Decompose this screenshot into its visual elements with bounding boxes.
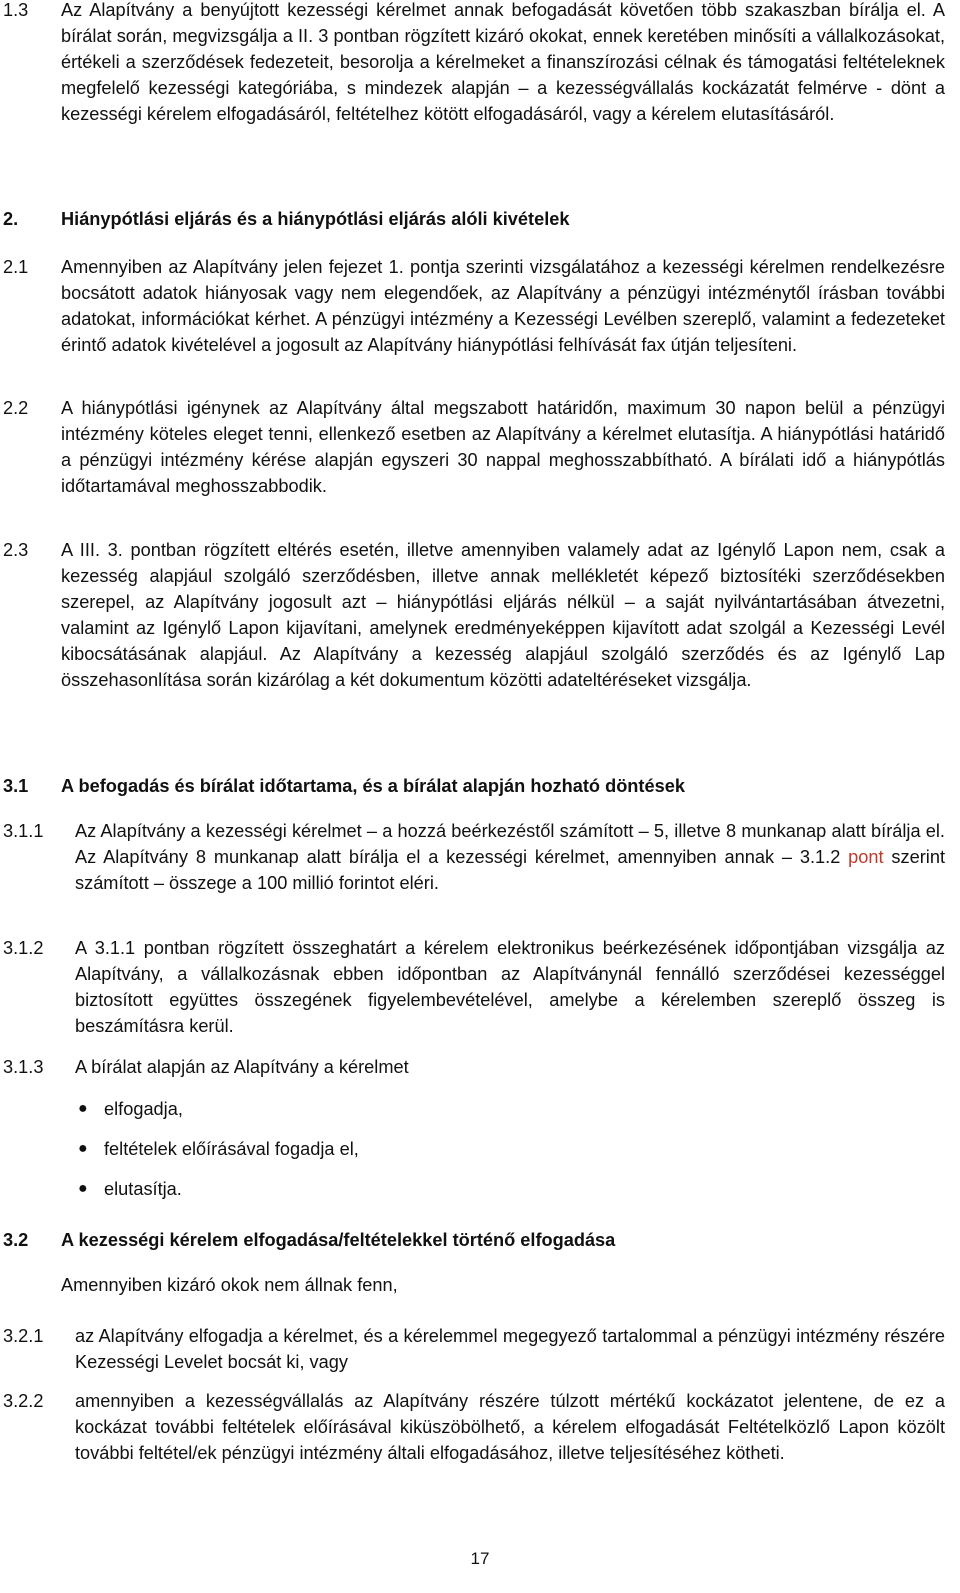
section-number: 2.2 [3, 398, 29, 418]
section-text: Amennyiben az Alapítvány jelen fejezet 1. pontja szerinti vizsgálatához a kezességi kérelmen rendelkezésre bocsátott adatok hiányosak vagy nem elegendőek, az Alapítvány a pénzügyi intézménytől írásban további adatokat, információkat kérhet. A pénzügyi intézmény a Kezességi Levélben szereplő, valamint a fedezeteket érintő adatok kivételével a jogosult az Alapítvány hiánypótlási felhívását fax útján teljesíteni. [61, 257, 945, 355]
section-number: 2.3 [3, 540, 29, 560]
section-text: A bírálat alapján az Alapítvány a kérelmet [75, 1057, 409, 1077]
heading-number: 3.1 [3, 776, 29, 796]
list-item-text: elutasítja. [104, 1179, 182, 1199]
section-text [75, 818, 945, 896]
bullet-icon: ● [78, 1180, 88, 1197]
highlighted-word: pont [848, 847, 884, 867]
section-number: 3.2.1 [3, 1326, 44, 1346]
list-item-text: elfogadja, [104, 1099, 183, 1119]
section-text: A 3.1.1 pontban rögzített összeghatárt a kérelem elektronikus beérkezésének időpontjában vizsgálja az Alapítvány, a vállalkozásnak ebben időpontban az Alapítványnál fennálló szerződései kezességgel biztosított együttes összegének figyelembevételével, amelybe a kérelemben szereplő összeg is beszámításra kerül. [75, 938, 945, 1036]
heading-text: Hiánypótlási eljárás és a hiánypótlási eljárás alóli kivételek [61, 209, 570, 229]
section-number: 3.1.2 [3, 938, 44, 958]
section-number: 3.1.1 [3, 821, 44, 841]
section-text-part: Az Alapítvány a kezességi kérelmet – a hozzá beérkezéstől számított – 5, illetve 8 munkanap alatt bírálja el. Az Alapítvány 8 munkanap alatt bírálja el a kezességi kérelmet, amennyiben annak – 3.1.2 [75, 821, 945, 867]
section-text: A III. 3. pontban rögzített eltérés esetén, illetve amennyiben valamely adat az Igénylő Lapon nem, csak a kezesség alapjául szolgáló szerződésben, illetve annak mellékletét képező biztosítéki szerződésekben szerepel, az Alapítvány jogosult azt – hiánypótlási eljárás nélkül – a saját nyilvántartásában átvezetni, valamint az Igénylő Lapon kijavítani, amelynek eredményeképpen kijavított adat szolgál a Kezességi Levél kibocsátásának alapjául. Az Alapítvány a kezesség alapjául szolgáló szerződés és az Igénylő Lap összehasonlítása során kizárólag a két dokumentum közötti adateltéréseket vizsgálja. [61, 540, 945, 690]
section-text: A hiánypótlási igénynek az Alapítvány által megszabott határidőn, maximum 30 napon belül a pénzügyi intézmény köteles eleget tenni, ellenkező esetben az Alapítvány a kérelmet elutasítja. A hiánypótlási határidő a pénzügyi intézmény kérése alapján egyszeri 30 nappal meghosszabbítható. A bírálati idő a hiánypótlás időtartamával meghosszabbodik. [61, 398, 945, 496]
bullet-icon: ● [78, 1100, 88, 1117]
heading-number: 3.2 [3, 1230, 29, 1250]
section-number: 2.1 [3, 257, 29, 277]
list-item-text: feltételek előírásával fogadja el, [104, 1139, 359, 1159]
heading-text: A kezességi kérelem elfogadása/feltételekkel történő elfogadása [61, 1230, 616, 1250]
section-text: az Alapítvány elfogadja a kérelmet, és a kérelemmel megegyező tartalommal a pénzügyi intézmény részére Kezességi Levelet bocsát ki, vagy [75, 1326, 945, 1372]
section-number: 3.1.3 [3, 1057, 44, 1077]
section-number: 1.3 [3, 0, 29, 20]
heading-text: A befogadás és bírálat időtartama, és a bírálat alapján hozható döntések [61, 776, 685, 796]
intro-sentence: Amennyiben kizáró okok nem állnak fenn, [61, 1275, 398, 1295]
section-number: 3.2.2 [3, 1391, 44, 1411]
bullet-icon: ● [78, 1140, 88, 1157]
section-text-part: szerint számított – összege a 100 millió forintot eléri. [75, 847, 945, 893]
section-text: Az Alapítvány a benyújtott kezességi kérelmet annak befogadását követően több szakaszban bírálja el. A bírálat során, megvizsgálja a II. 3 pontban rögzített kizáró okokat, ennek keretében minősíti a vállalkozásokat, értékeli a szerződések fedezeteit, besorolja a kérelmeket a finanszírozási célnak és támogatási feltételeknek megfelelő kezességi kategóriába, s mindezek alapján – a kezességvállalás kockázatát felmérve - dönt a kezességi kérelem elfogadásáról, feltételhez kötött elfogadásáról, vagy a kérelem elutasításáról. [61, 0, 945, 124]
section-text: amennyiben a kezességvállalás az Alapítvány részére túlzott mértékű kockázatot jelentene, de ez a kockázat további feltételek előírásával kiküszöbölhető, a kérelem elfogadását Feltételközlő Lapon közölt további feltétel/ek pénzügyi intézmény általi elfogadásához, illetve teljesítéséhez kötheti. [75, 1391, 945, 1463]
heading-number: 2. [3, 209, 19, 229]
page-number: 17 [470, 1549, 490, 1568]
